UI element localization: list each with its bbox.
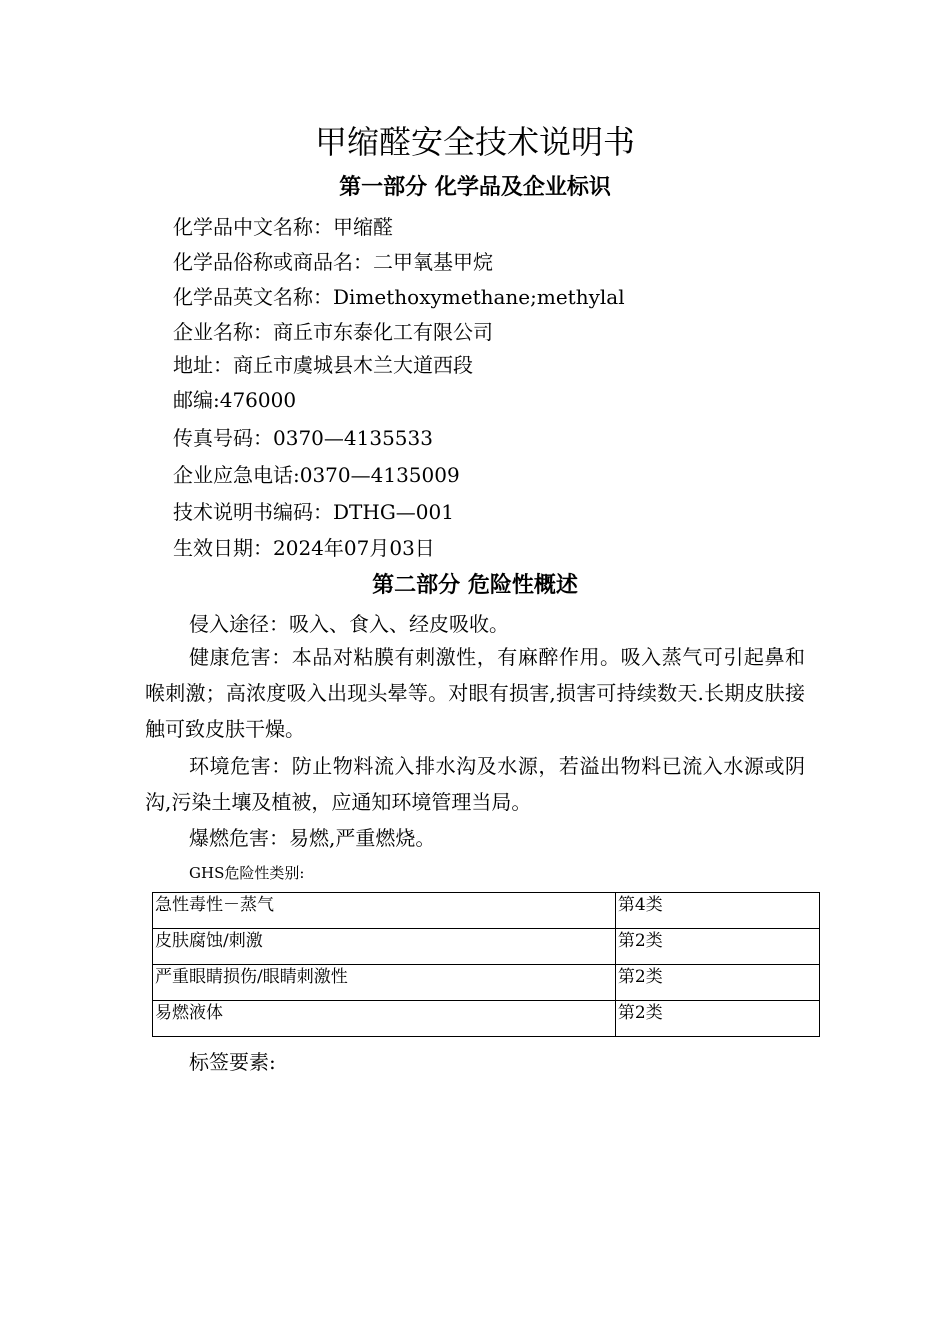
field-document-code: 技术说明书编码：DTHG—001	[173, 500, 454, 524]
field-emergency-phone: 企业应急电话:0370—4135009	[173, 463, 460, 487]
field-address: 地址：商丘市虞城县木兰大道西段	[173, 353, 473, 377]
paragraph-entry-route: 侵入途径：吸入、食入、经皮吸收。	[189, 612, 509, 636]
document-title: 甲缩醛安全技术说明书	[314, 123, 635, 161]
table-row	[153, 1001, 820, 1037]
ghs-classification-label: GHS危险性类别:	[189, 864, 305, 882]
field-effective-date: 生效日期：2024年07月03日	[173, 536, 435, 560]
field-fax: 传真号码：0370—4135533	[173, 426, 433, 450]
field-postcode: 邮编:476000	[173, 388, 297, 412]
hazard-name-cell: 皮肤腐蚀/刺激	[153, 929, 616, 965]
paragraph-explosion-hazard: 爆燃危害：易燃,严重燃烧。	[189, 826, 436, 850]
table-row	[153, 965, 820, 1001]
hazard-name-cell: 易燃液体	[153, 1001, 616, 1037]
paragraph-environment-hazard: 环境危害：防止物料流入排水沟及水源，若溢出物料已流入水源或阴沟,污染土壤及植被，应通知环境管理当局。	[145, 754, 805, 814]
ghs-classification-table	[152, 892, 820, 1037]
hazard-name-cell: 急性毒性－蒸气	[153, 893, 616, 929]
paragraph-health-hazard: 健康危害：本品对粘膜有刺激性，有麻醉作用。吸入蒸气可引起鼻和喉刺激；高浓度吸入出现头晕等。对眼有损害,损害可持续数天.长期皮肤接触可致皮肤干燥。	[145, 645, 805, 741]
field-chinese-name: 化学品中文名称：甲缩醛	[173, 215, 393, 239]
field-common-name: 化学品俗称或商品名：二甲氧基甲烷	[173, 250, 493, 274]
hazard-name-cell: 严重眼睛损伤/眼睛刺激性	[153, 965, 616, 1001]
hazard-category-cell: 第2类	[615, 965, 819, 1001]
table-row	[153, 893, 820, 929]
hazard-category-cell: 第4类	[615, 893, 819, 929]
table-row	[153, 929, 820, 965]
section-heading-part2: 第二部分 危险性概述	[372, 573, 578, 598]
field-company-name: 企业名称：商丘市东泰化工有限公司	[173, 320, 493, 344]
label-elements-heading: 标签要素:	[189, 1050, 276, 1074]
hazard-category-cell: 第2类	[615, 929, 819, 965]
section-heading-part1: 第一部分 化学品及企业标识	[339, 175, 611, 200]
hazard-category-cell: 第2类	[615, 1001, 819, 1037]
field-english-name: 化学品英文名称：Dimethoxymethane;methylal	[173, 285, 625, 309]
